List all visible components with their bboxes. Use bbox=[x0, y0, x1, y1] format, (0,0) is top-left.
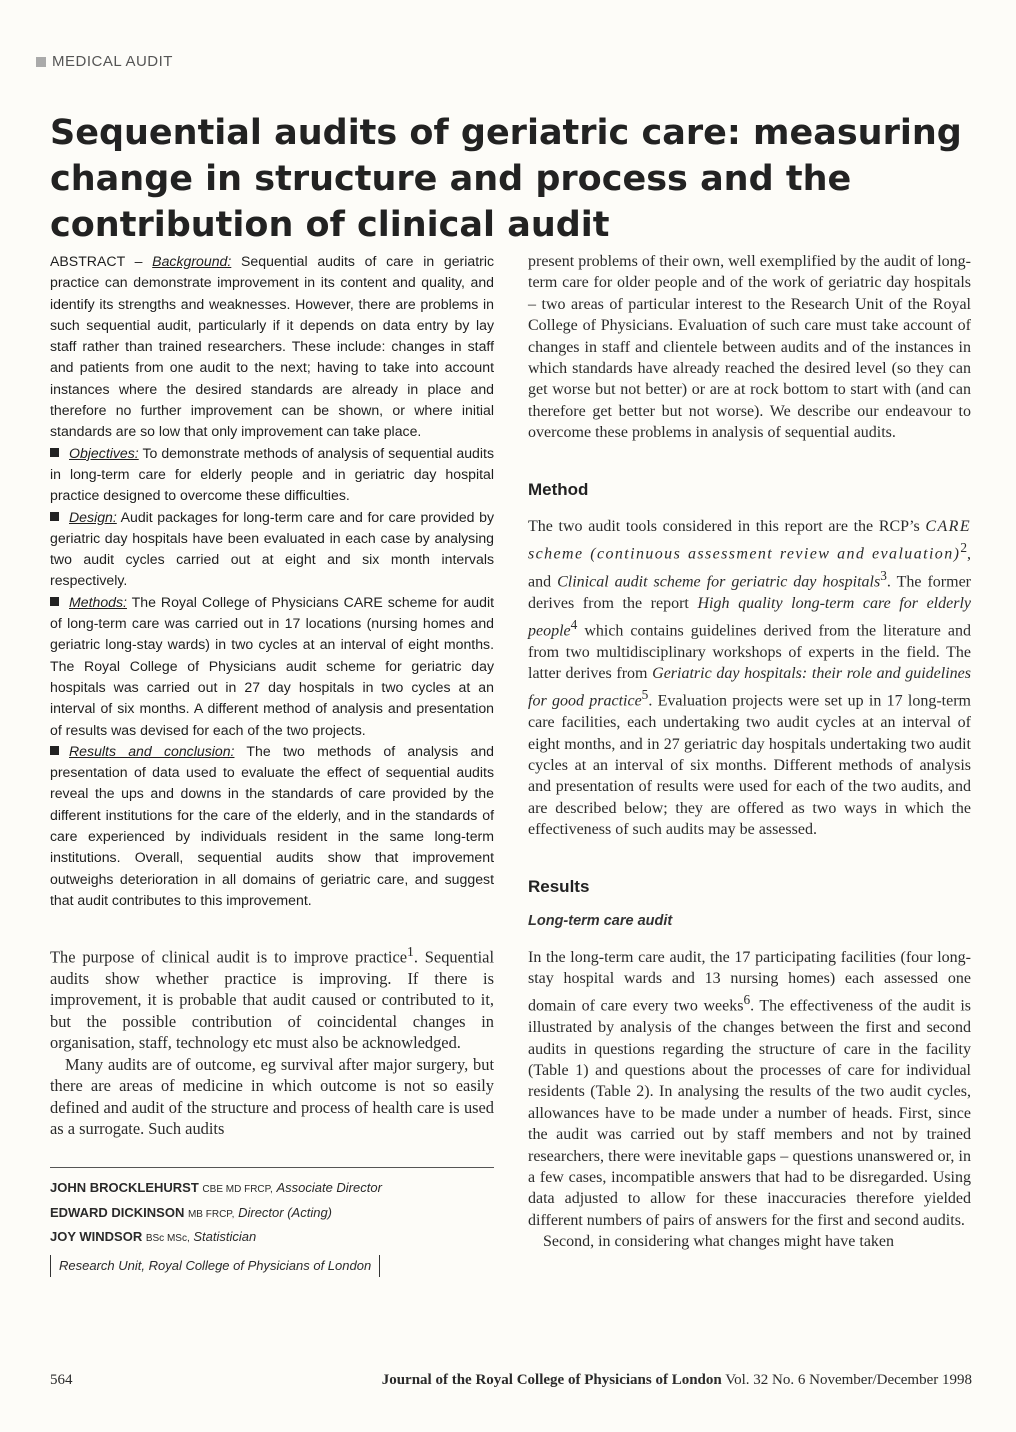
ref-sup: 3 bbox=[880, 567, 887, 583]
abstract bbox=[50, 251, 494, 911]
method-heading: Method bbox=[528, 479, 589, 499]
left-column bbox=[50, 251, 494, 1277]
design-text: Audit packages for long-term care and for care provided by geriatric day hospitals have been evaluated in each case by analysing two audit cycles carried out at eight and six month intervals respectively. bbox=[50, 508, 494, 589]
author-name: JOY WINDSOR bbox=[50, 1229, 143, 1245]
intro-continuation: present problems of their own, well exemplified by the audit of long-term care for older people and of the work of geriatric day hospitals – two areas of particular interest to the Research Unit of the Royal College of Physicians. Evaluation of such care must take account of changes in staff and clientele between audits and of the instances in which standards have already reached the desired level (so they can get worse but not better) or are at rock bottom to start with (and can therefore get better but not worse). We describe our endeavour to overcome these problems in analysis of sequential audits. bbox=[528, 253, 971, 442]
title-ref: High quality long-term care for elderly people bbox=[528, 594, 972, 640]
author-degrees: CBE MD FRCP, bbox=[202, 1184, 273, 1196]
second-paragraph: Second, in considering what changes might have taken bbox=[543, 1233, 895, 1251]
text: , and bbox=[528, 545, 971, 591]
ref-sup: 5 bbox=[641, 687, 649, 703]
journal-issue: Vol. 32 No. 6 November/December 1998 bbox=[725, 1372, 972, 1388]
affiliation: Research Unit, Royal College of Physicians of London bbox=[50, 1255, 380, 1278]
design-heading: Design: bbox=[69, 508, 117, 525]
text: The two audit tools considered in this report are the RCP’s bbox=[528, 517, 926, 535]
methods-text: The Royal College of Physicians CARE scheme for audit of long-term care was carried out in 17 locations (nursing homes and geriatric long-stay wards) in two cycles at an interval of eight months. The Royal College of Physicians audit scheme for geriatric day hospitals was carried out in 27 day hospitals in two cycles at an interval of six months. A different method of analysis and presentation of results was devised for each of the two projects. bbox=[50, 593, 494, 738]
bullet-icon bbox=[50, 512, 59, 521]
page-number: 564 bbox=[50, 1372, 73, 1388]
text: which contains guidelines derived from the literature and from two multidisciplinary workshops of experts in the field. The latter derives from bbox=[528, 622, 971, 683]
bullet-icon bbox=[50, 597, 59, 606]
background-text: Sequential audits of care in geriatric practice can demonstrate improvement in its content and quality, and identify its strengths and weaknesses. However, there are problems in such sequential audit, particularly if it depends on data entry by lay staff rather than trained researchers. These include: changes in staff and patients from one audit to the next; having to take into account instances where the desired standards are already in place and therefore no further improvement can be shown, or where initial standards are so low that only improvement can take place. bbox=[50, 253, 495, 440]
title-ref: Geriatric day hospitals: their role and guidelines for good practice bbox=[528, 665, 971, 710]
section-label: MEDICAL AUDIT bbox=[52, 53, 173, 70]
intro-paragraph-1 bbox=[50, 941, 494, 1054]
abstract-results bbox=[50, 741, 494, 911]
objectives-text: To demonstrate methods of analysis of sequential audits in long-term care for elderly people and in geriatric day hospital practice designed to overcome these difficulties. bbox=[50, 444, 494, 504]
intro-paragraph-2: Many audits are of outcome, eg survival after major surgery, but there are areas of medicine in which outcome is not so easily defined and audit of the structure and process of health care is used as a surrogate. Such audits bbox=[50, 1054, 494, 1138]
author-2 bbox=[50, 1202, 494, 1227]
methods-heading: Methods: bbox=[69, 593, 127, 610]
text: . The effectiveness of the audit is illustrated by analysis of the changes between the first and second audits in questions regarding the structure of care in the facility (Table 1) and questions about the processes of care for individual residents (Table 2). In analysing the results of the two audit cycles, allowances have to be made under a number of heads. First, since the audit was carried out by staff members and not by trained researchers, there were inevitable gaps – questions unanswered or, in a few cases, incompatible answers that had to be disregarded. Using data adjusted to allow for these inaccuracies therefore yielded different numbers of pairs of answers for the first and second audits. bbox=[528, 997, 972, 1229]
results-heading: Results and conclusion: bbox=[69, 742, 235, 759]
author-role: Statistician bbox=[193, 1229, 257, 1245]
method-paragraph bbox=[528, 516, 971, 841]
author-role: Director (Acting) bbox=[238, 1204, 333, 1220]
ltc-paragraph bbox=[528, 947, 971, 1232]
author-name: EDWARD DICKINSON bbox=[50, 1204, 185, 1220]
abstract-objectives bbox=[50, 443, 494, 507]
author-role: Associate Director bbox=[276, 1180, 382, 1196]
article-title: Sequential audits of geriatric care: measuring change in structure and process and the contribution of clinical audit bbox=[50, 113, 962, 245]
text: . The former derives from the report bbox=[528, 573, 971, 612]
bullet-icon bbox=[50, 448, 59, 457]
author-name: JOHN BROCKLEHURST bbox=[50, 1180, 199, 1196]
journal-footer bbox=[382, 1372, 972, 1389]
abstract-background bbox=[50, 251, 494, 443]
text: . Evaluation projects were set up in 17 long-term care facilities, each undertaking two audit cycles at an interval of eight months, and in 27 geriatric day hospitals undertaking two audit cycles at an interval of six months. Different methods of analysis and presentation of results were used for each of the two audits, and are described below; they are offered as two ways in which the effectiveness of such audits may be assessed. bbox=[528, 692, 972, 839]
author-degrees: MB FRCP, bbox=[187, 1208, 235, 1220]
author-degrees: BSc MSc, bbox=[145, 1233, 190, 1245]
ref-sup: 4 bbox=[570, 616, 578, 632]
ref-sup: 6 bbox=[743, 992, 751, 1008]
right-column bbox=[528, 251, 971, 1253]
ref-sup: 1 bbox=[407, 944, 414, 960]
bullet-icon bbox=[50, 746, 59, 755]
results-text: The two methods of analysis and presentation of data used to evaluate the effect of sequential audits reveal the ups and downs in the standards of care provided by the different institutions for the care of the elderly, and in the standards of care experienced by individuals resident in the same long-term institutions. Overall, sequential audits show that improvement outweighs deterioration in all domains of geriatric care, and suggest that audit contributes to this improvement. bbox=[50, 742, 494, 908]
results-section-heading: Results bbox=[528, 876, 590, 896]
intro-text: . Sequential audits show whether practice is improving. If there is improvement, it is probable that audit caused or contributed to it, but the possible contribution of coincidental changes in organisation, staff, technology etc must also be acknowledged. bbox=[50, 947, 494, 1053]
text: In the long-term care audit, the 17 participating facilities (four long-stay hospital wards and 13 nursing homes) each assessed one domain of care every two weeks bbox=[528, 948, 971, 1015]
background-heading: Background: bbox=[152, 253, 232, 269]
journal-name: Journal of the Royal College of Physicians of London bbox=[381, 1372, 722, 1388]
abstract-design bbox=[50, 507, 494, 592]
objectives-heading: Objectives: bbox=[69, 444, 139, 461]
title-ref: CARE scheme (continuous assessment review and evaluation) bbox=[528, 517, 971, 563]
abstract-label: ABSTRACT – bbox=[50, 253, 153, 269]
section-tag bbox=[36, 53, 173, 70]
introduction bbox=[50, 941, 494, 1139]
author-1 bbox=[50, 1177, 494, 1202]
section-square-icon bbox=[36, 57, 46, 67]
abstract-methods bbox=[50, 592, 494, 741]
title-ref: Clinical audit scheme for geriatric day hospitals bbox=[557, 573, 881, 591]
author-3 bbox=[50, 1226, 494, 1251]
ref-sup: 2 bbox=[960, 540, 967, 556]
intro-text: The purpose of clinical audit is to improve practice bbox=[50, 947, 408, 967]
ltc-subheading: Long-term care audit bbox=[528, 912, 673, 929]
author-block bbox=[50, 1167, 494, 1277]
